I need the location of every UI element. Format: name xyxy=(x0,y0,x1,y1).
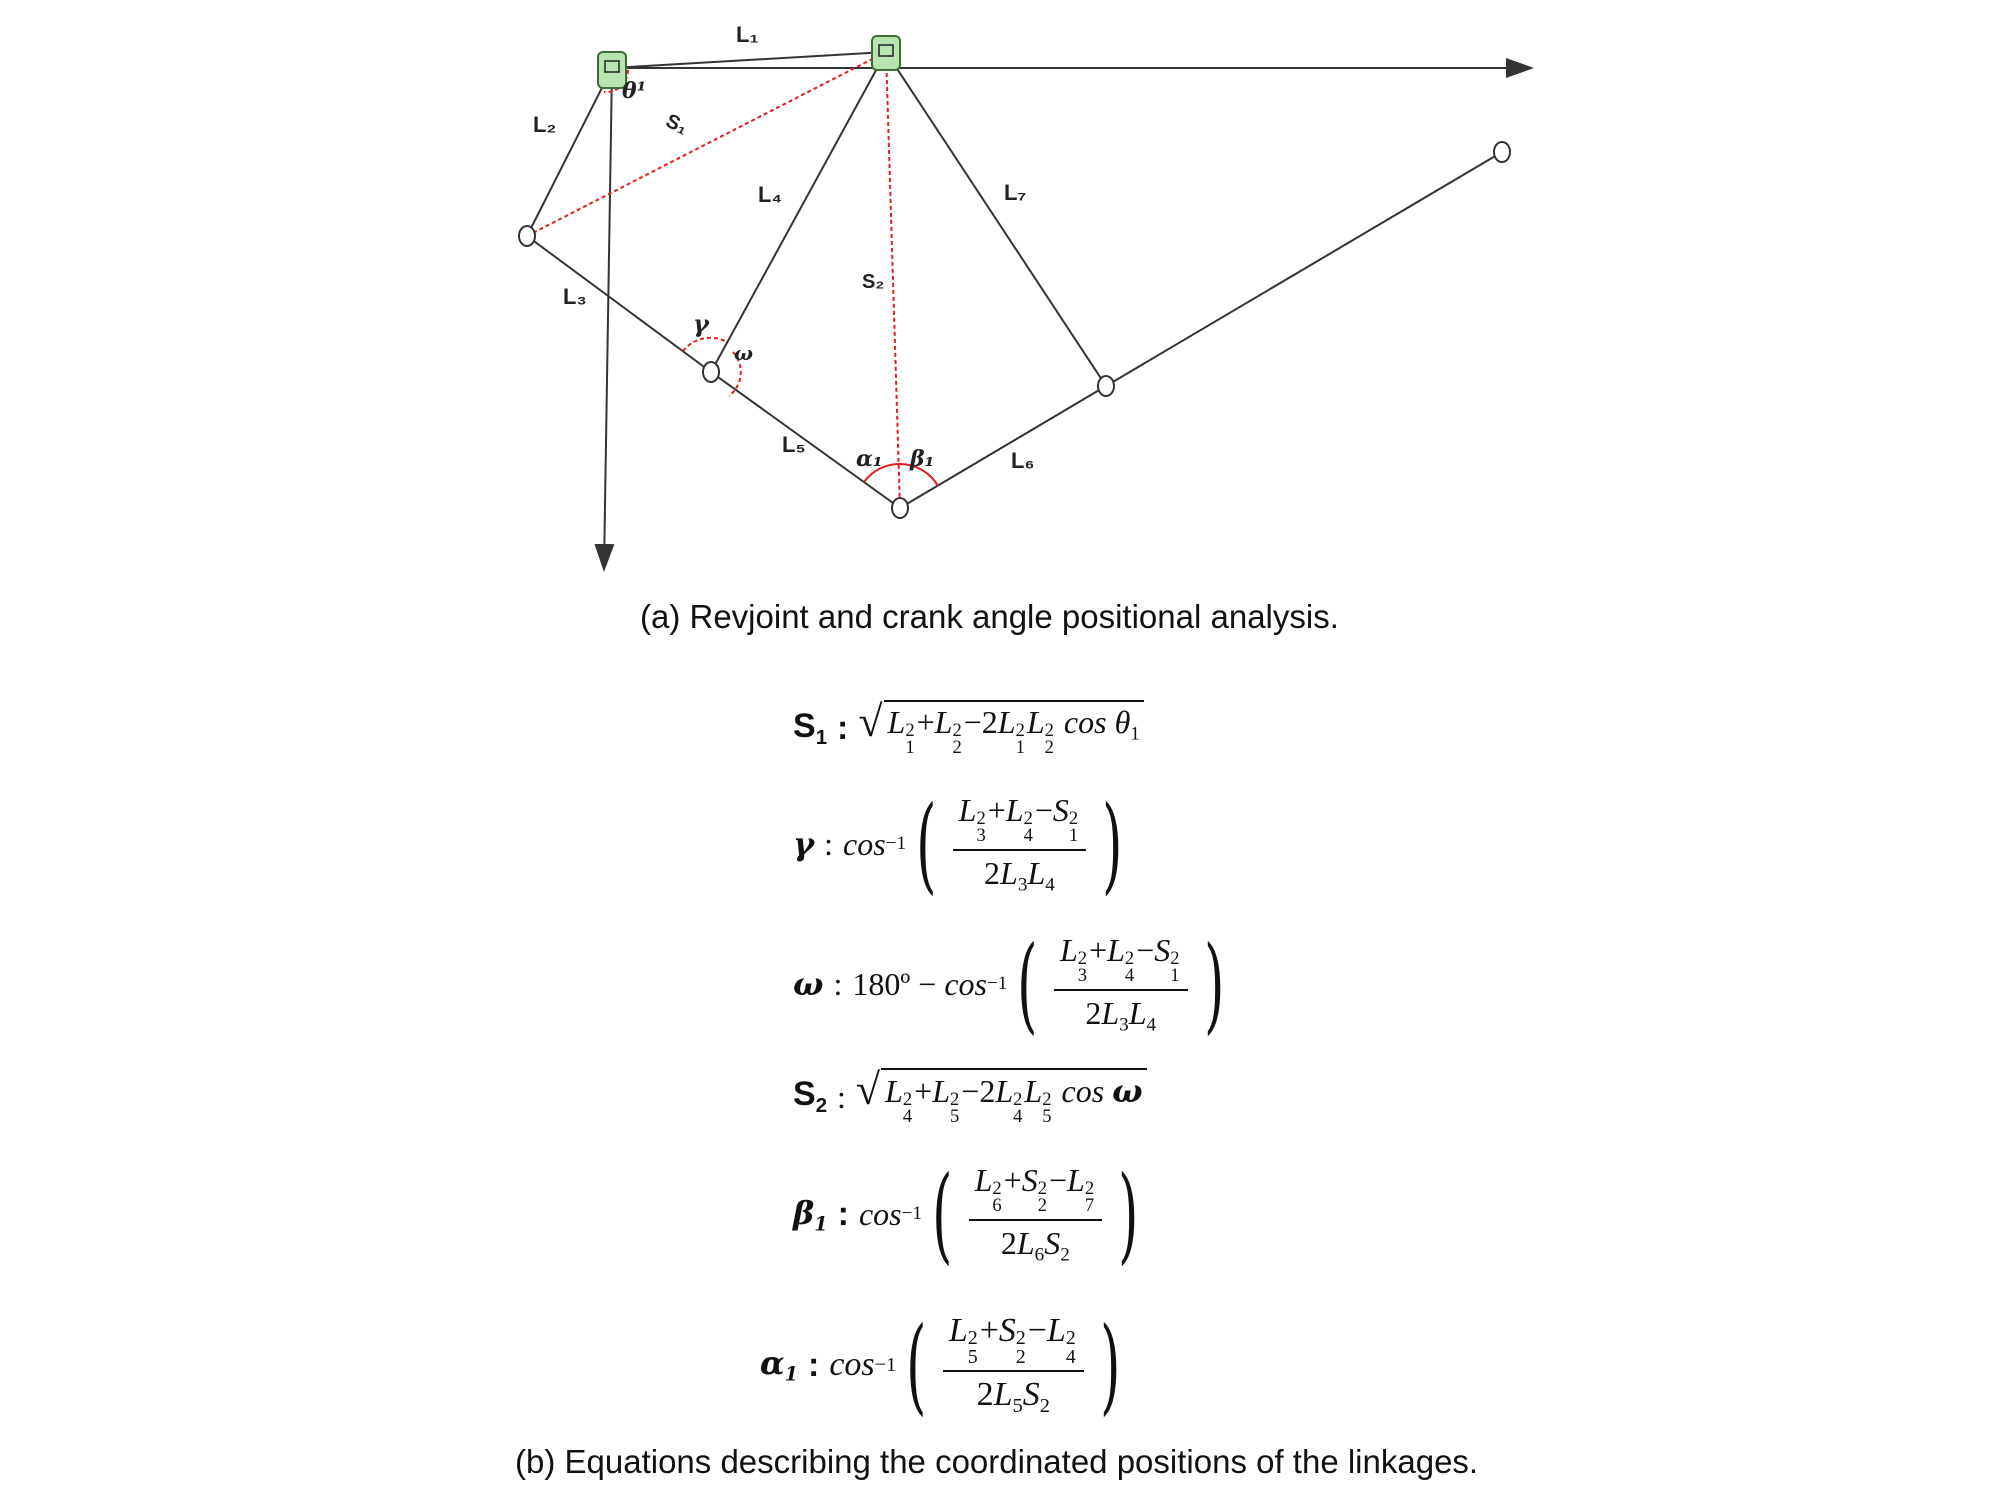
label-l2: L₂ xyxy=(533,112,557,137)
eq-s1-sep: : xyxy=(837,709,849,748)
eq-alpha1-lhs: $\alpha_1$ xyxy=(760,1344,798,1387)
label-theta1: θ¹ xyxy=(622,78,647,104)
label-l1: L₁ xyxy=(736,22,759,47)
eq-gamma-lhs: γ xyxy=(793,825,815,864)
eq-s1-lhs: $S_1$ xyxy=(793,706,828,750)
label-s1: S₁ xyxy=(662,110,692,140)
equation-s1 xyxy=(793,697,1144,759)
eq-omega-lhs: ω xyxy=(793,965,824,1004)
equation-beta1: $\beta_1$ : cos −1 ( L 2 6 +S 2 2 −L 2 7 $2L_6S_2$ ) xyxy=(793,1153,1139,1276)
caption-b: (b) Equations describing the coordinated positions of the linkages. xyxy=(515,1443,1479,1480)
label-omega: ω xyxy=(734,341,754,365)
fixed-joint-2 xyxy=(872,36,900,70)
dashed-s1 xyxy=(527,52,886,236)
label-l6: L₆ xyxy=(1011,448,1035,473)
link-l1 xyxy=(612,52,886,68)
equation-omega: ω : 180º − cos −1 ( L 2 3 +L 2 4 −S 2 1 $2L_3L_4$ ) xyxy=(793,923,1224,1046)
label-gamma: γ xyxy=(693,309,709,338)
link-l4 xyxy=(711,52,886,372)
label-l4: L₄ xyxy=(758,182,782,207)
label-l5: L₅ xyxy=(782,432,806,457)
label-alpha1: α₁ xyxy=(856,446,883,472)
linkage-diagram xyxy=(0,0,2008,600)
link-l2 xyxy=(527,68,612,236)
link-l3 xyxy=(527,236,711,372)
y-axis xyxy=(604,68,612,568)
label-beta1: β₁ xyxy=(910,446,935,472)
eq-s2-sqrt: √ L 2 4 +L 2 5 −2L 2 4 L 2 5 cos ω xyxy=(856,1068,1147,1126)
eq-s2-lhs: $S_2$ xyxy=(793,1075,828,1118)
eq-beta1-lhs: $\beta_1$ xyxy=(793,1193,828,1236)
link-l7 xyxy=(886,52,1106,386)
revjoint-a xyxy=(519,226,535,246)
eq-s1-sqrt: √ L 2 1 +L 2 2 −2L 2 1 L 2 2 $\cos \theta_1$ xyxy=(858,700,1144,757)
revjoint-b xyxy=(703,362,719,382)
caption-a: (a) Revjoint and crank angle positional analysis. xyxy=(640,598,1339,635)
revjoint-c xyxy=(892,498,908,518)
arc-gamma xyxy=(683,338,725,351)
label-l7: L₇ xyxy=(1004,180,1027,205)
revjoint-e xyxy=(1494,142,1510,162)
equation-gamma: γ : cos −1 ( L 2 3 +L 2 4 −S 2 1 $2L_3L_4$ ) xyxy=(793,783,1123,906)
equation-s2: $S_2$ : √ L 2 4 +L 2 5 −2L 2 4 L 2 5 cos ω xyxy=(793,1068,1147,1126)
dashed-s2 xyxy=(886,52,900,508)
label-s2: S₂ xyxy=(862,271,885,293)
label-l3: L₃ xyxy=(563,284,587,309)
link-output xyxy=(1106,152,1502,386)
revjoint-d xyxy=(1098,376,1114,396)
equation-alpha1: $\alpha_1$ : cos −1 ( L 2 5 +S 2 2 −L 2 4 $2L_5S_2$ ) xyxy=(760,1304,1121,1427)
